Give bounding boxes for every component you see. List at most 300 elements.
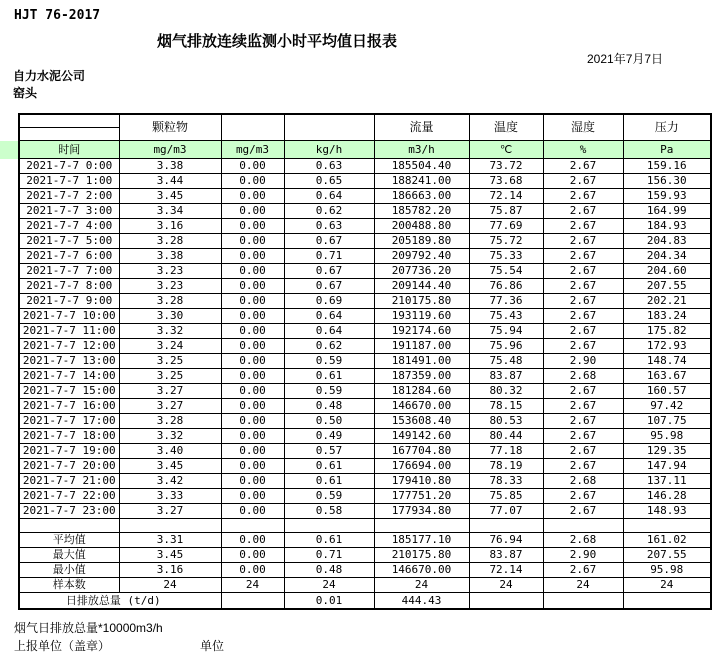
value-cell: 3.40: [119, 444, 221, 459]
value-cell: 3.23: [119, 264, 221, 279]
value-cell: 78.33: [469, 474, 543, 489]
value-cell: 2.67: [543, 429, 623, 444]
value-cell: 2.67: [543, 174, 623, 189]
value-cell: 2.67: [543, 504, 623, 519]
value-cell: 80.32: [469, 384, 543, 399]
value-cell: 3.28: [119, 414, 221, 429]
value-cell: 78.15: [469, 399, 543, 414]
hourly-row: [19, 504, 711, 519]
value-cell: 129.35: [623, 444, 711, 459]
value-cell: 2.67: [543, 384, 623, 399]
value-cell: 2.67: [543, 324, 623, 339]
summary-value-cell: 24: [623, 578, 711, 593]
time-cell: 2021-7-7 19:00: [19, 444, 119, 459]
value-cell: 2.67: [543, 204, 623, 219]
value-cell: 2.67: [543, 399, 623, 414]
time-cell: 2021-7-7 15:00: [19, 384, 119, 399]
summary-value-cell: 0.61: [284, 533, 374, 548]
time-cell: 2021-7-7 6:00: [19, 249, 119, 264]
hourly-row: [19, 264, 711, 279]
hourly-row: [19, 429, 711, 444]
empty-cell: [543, 519, 623, 533]
empty-cell: [19, 519, 119, 533]
value-cell: 2.67: [543, 489, 623, 504]
value-cell: 75.85: [469, 489, 543, 504]
value-cell: 209792.40: [374, 249, 469, 264]
value-cell: 75.43: [469, 309, 543, 324]
hourly-row: [19, 174, 711, 189]
value-cell: 193119.60: [374, 309, 469, 324]
value-cell: 0.49: [284, 429, 374, 444]
value-cell: 0.67: [284, 264, 374, 279]
value-cell: 3.27: [119, 384, 221, 399]
value-cell: 77.36: [469, 294, 543, 309]
value-cell: 181491.00: [374, 354, 469, 369]
value-cell: 0.50: [284, 414, 374, 429]
value-cell: 3.38: [119, 159, 221, 174]
summary-row: [19, 578, 711, 593]
value-cell: 3.27: [119, 399, 221, 414]
value-cell: 163.67: [623, 369, 711, 384]
value-cell: 2.67: [543, 309, 623, 324]
value-cell: 107.75: [623, 414, 711, 429]
hourly-row: [19, 384, 711, 399]
value-cell: 0.64: [284, 324, 374, 339]
summary-value-cell: 3.45: [119, 548, 221, 563]
value-cell: 3.23: [119, 279, 221, 294]
value-cell: 204.34: [623, 249, 711, 264]
value-cell: 0.63: [284, 219, 374, 234]
value-cell: 0.62: [284, 339, 374, 354]
value-cell: 188241.00: [374, 174, 469, 189]
time-cell: 2021-7-7 23:00: [19, 504, 119, 519]
daily-total-label: 日排放总量 (t/d): [19, 593, 221, 610]
unit-cell: kg/h: [284, 141, 374, 159]
value-cell: 0.59: [284, 384, 374, 399]
value-cell: 73.72: [469, 159, 543, 174]
value-cell: 77.07: [469, 504, 543, 519]
time-cell: 2021-7-7 14:00: [19, 369, 119, 384]
unit-cell: ℃: [469, 141, 543, 159]
value-cell: 80.53: [469, 414, 543, 429]
time-cell: 2021-7-7 16:00: [19, 399, 119, 414]
value-cell: 183.24: [623, 309, 711, 324]
summary-value-cell: 95.98: [623, 563, 711, 578]
hourly-row: [19, 294, 711, 309]
time-cell: 2021-7-7 2:00: [19, 189, 119, 204]
value-cell: 191187.00: [374, 339, 469, 354]
daily-total-kgh-cell: 0.01: [284, 593, 374, 610]
value-cell: 3.32: [119, 429, 221, 444]
value-cell: 2.67: [543, 159, 623, 174]
value-cell: 3.45: [119, 189, 221, 204]
value-cell: 185504.40: [374, 159, 469, 174]
value-cell: 192174.60: [374, 324, 469, 339]
empty-cell: [623, 519, 711, 533]
value-cell: 172.93: [623, 339, 711, 354]
time-cell: 2021-7-7 5:00: [19, 234, 119, 249]
humidity-group-header: 湿度: [543, 114, 623, 141]
summary-label-cell: 平均值: [19, 533, 119, 548]
value-cell: 0.58: [284, 504, 374, 519]
hourly-row: [19, 399, 711, 414]
value-cell: 3.33: [119, 489, 221, 504]
time-cell: 2021-7-7 3:00: [19, 204, 119, 219]
hourly-row: [19, 474, 711, 489]
unit-label: 单位: [200, 639, 225, 653]
value-cell: 78.19: [469, 459, 543, 474]
unit-header-row: [19, 141, 711, 159]
value-cell: 147.94: [623, 459, 711, 474]
hourly-row: [19, 339, 711, 354]
value-cell: 0.59: [284, 489, 374, 504]
value-cell: 146.28: [623, 489, 711, 504]
time-cell: 2021-7-7 8:00: [19, 279, 119, 294]
summary-value-cell: 24: [543, 578, 623, 593]
value-cell: 0.00: [221, 174, 284, 189]
hourly-row: [19, 279, 711, 294]
value-cell: 204.83: [623, 234, 711, 249]
value-cell: 73.68: [469, 174, 543, 189]
doc-code: HJT 76-2017: [14, 8, 101, 23]
time-cell: 2021-7-7 7:00: [19, 264, 119, 279]
value-cell: 184.93: [623, 219, 711, 234]
value-cell: 164.99: [623, 204, 711, 219]
value-cell: 2.67: [543, 264, 623, 279]
value-cell: 0.00: [221, 234, 284, 249]
summary-value-cell: 24: [374, 578, 469, 593]
flow-group-header: 流量: [374, 114, 469, 141]
time-cell: 2021-7-7 11:00: [19, 324, 119, 339]
value-cell: 0.67: [284, 279, 374, 294]
empty-cell: [374, 519, 469, 533]
value-cell: 0.61: [284, 369, 374, 384]
value-cell: 0.00: [221, 414, 284, 429]
value-cell: 160.57: [623, 384, 711, 399]
summary-value-cell: 24: [221, 578, 284, 593]
hourly-row: [19, 249, 711, 264]
value-cell: 0.00: [221, 279, 284, 294]
summary-value-cell: 3.16: [119, 563, 221, 578]
value-cell: 207.55: [623, 279, 711, 294]
value-cell: 75.87: [469, 204, 543, 219]
summary-label-cell: 样本数: [19, 578, 119, 593]
empty-cell: [623, 593, 711, 610]
value-cell: 0.00: [221, 384, 284, 399]
hourly-row: [19, 219, 711, 234]
empty-cell: [119, 519, 221, 533]
summary-value-cell: 2.68: [543, 533, 623, 548]
value-cell: 97.42: [623, 399, 711, 414]
value-cell: 0.00: [221, 309, 284, 324]
value-cell: 75.72: [469, 234, 543, 249]
summary-value-cell: 0.48: [284, 563, 374, 578]
hourly-row: [19, 159, 711, 174]
value-cell: 2.68: [543, 369, 623, 384]
empty-cell: [284, 519, 374, 533]
empty-cell: [221, 593, 284, 610]
summary-value-cell: 0.00: [221, 563, 284, 578]
value-cell: 148.93: [623, 504, 711, 519]
value-cell: 0.59: [284, 354, 374, 369]
hourly-row: [19, 324, 711, 339]
summary-value-cell: 2.67: [543, 563, 623, 578]
summary-value-cell: 0.71: [284, 548, 374, 563]
value-cell: 2.67: [543, 294, 623, 309]
summary-value-cell: 24: [284, 578, 374, 593]
daily-total-m3h-cell: 444.43: [374, 593, 469, 610]
empty-cell: [469, 519, 543, 533]
summary-value-cell: 3.31: [119, 533, 221, 548]
summary-value-cell: 72.14: [469, 563, 543, 578]
summary-row: [19, 533, 711, 548]
value-cell: 207736.20: [374, 264, 469, 279]
summary-rows: [19, 533, 711, 593]
value-cell: 186663.00: [374, 189, 469, 204]
summary-value-cell: 185177.10: [374, 533, 469, 548]
summary-value-cell: 146670.00: [374, 563, 469, 578]
value-cell: 0.61: [284, 474, 374, 489]
time-cell: 2021-7-7 20:00: [19, 459, 119, 474]
value-cell: 0.00: [221, 219, 284, 234]
value-cell: 2.90: [543, 354, 623, 369]
value-cell: 181284.60: [374, 384, 469, 399]
summary-value-cell: 24: [469, 578, 543, 593]
empty-cell: [543, 593, 623, 610]
hourly-row: [19, 489, 711, 504]
summary-value-cell: 210175.80: [374, 548, 469, 563]
monitoring-point: 窑头: [13, 86, 38, 100]
value-cell: 75.96: [469, 339, 543, 354]
value-cell: 200488.80: [374, 219, 469, 234]
report-date: 2021年7月7日: [587, 52, 664, 66]
value-cell: 2.68: [543, 474, 623, 489]
value-cell: 76.86: [469, 279, 543, 294]
value-cell: 146670.00: [374, 399, 469, 414]
summary-value-cell: 76.94: [469, 533, 543, 548]
value-cell: 3.28: [119, 234, 221, 249]
value-cell: 2.67: [543, 459, 623, 474]
value-cell: 3.25: [119, 354, 221, 369]
value-cell: 2.67: [543, 279, 623, 294]
value-cell: 209144.40: [374, 279, 469, 294]
value-cell: 0.00: [221, 369, 284, 384]
value-cell: 2.67: [543, 219, 623, 234]
value-cell: 137.11: [623, 474, 711, 489]
value-cell: 0.00: [221, 444, 284, 459]
value-cell: 0.00: [221, 159, 284, 174]
value-cell: 210175.80: [374, 294, 469, 309]
pressure-group-header: 压力: [623, 114, 711, 141]
value-cell: 159.16: [623, 159, 711, 174]
value-cell: 3.32: [119, 324, 221, 339]
summary-value-cell: 207.55: [623, 548, 711, 563]
value-cell: 0.67: [284, 234, 374, 249]
split-divider: [20, 115, 119, 128]
daily-total-row: [19, 593, 711, 610]
time-cell: 2021-7-7 21:00: [19, 474, 119, 489]
unit-cell: mg/m3: [119, 141, 221, 159]
hourly-row: [19, 414, 711, 429]
value-cell: 0.00: [221, 489, 284, 504]
value-cell: 175.82: [623, 324, 711, 339]
temperature-group-header: 温度: [469, 114, 543, 141]
unit-row-margin-fill: [0, 141, 20, 159]
time-column-header: 时间: [19, 141, 119, 159]
summary-label-cell: 最小值: [19, 563, 119, 578]
page-title: 烟气排放连续监测小时平均值日报表: [157, 33, 398, 50]
summary-value-cell: 0.00: [221, 533, 284, 548]
value-cell: 3.25: [119, 369, 221, 384]
time-cell: 2021-7-7 10:00: [19, 309, 119, 324]
unit-cell: Pa: [623, 141, 711, 159]
value-cell: 72.14: [469, 189, 543, 204]
value-cell: 0.00: [221, 294, 284, 309]
hourly-row: [19, 189, 711, 204]
hourly-row: [19, 309, 711, 324]
time-cell: 2021-7-7 0:00: [19, 159, 119, 174]
time-cell: 2021-7-7 12:00: [19, 339, 119, 354]
value-cell: 3.28: [119, 294, 221, 309]
value-cell: 0.48: [284, 399, 374, 414]
value-cell: 3.30: [119, 309, 221, 324]
value-cell: 0.00: [221, 204, 284, 219]
pm-group-header: 颗粒物: [119, 114, 221, 141]
time-cell: 2021-7-7 13:00: [19, 354, 119, 369]
value-cell: 75.33: [469, 249, 543, 264]
value-cell: 0.00: [221, 429, 284, 444]
empty-group-cell: [221, 114, 284, 141]
value-cell: 202.21: [623, 294, 711, 309]
value-cell: 75.48: [469, 354, 543, 369]
empty-cell: [469, 593, 543, 610]
value-cell: 0.57: [284, 444, 374, 459]
value-cell: 2.67: [543, 249, 623, 264]
value-cell: 204.60: [623, 264, 711, 279]
value-cell: 205189.80: [374, 234, 469, 249]
value-cell: 2.67: [543, 234, 623, 249]
value-cell: 3.16: [119, 219, 221, 234]
value-cell: 0.71: [284, 249, 374, 264]
value-cell: 176694.00: [374, 459, 469, 474]
value-cell: 0.62: [284, 204, 374, 219]
hourly-row: [19, 459, 711, 474]
monitoring-table: [18, 113, 712, 610]
unit-cell: mg/m3: [221, 141, 284, 159]
time-cell: 2021-7-7 9:00: [19, 294, 119, 309]
value-cell: 0.63: [284, 159, 374, 174]
value-cell: 185782.20: [374, 204, 469, 219]
value-cell: 2.67: [543, 189, 623, 204]
value-cell: 77.18: [469, 444, 543, 459]
value-cell: 149142.60: [374, 429, 469, 444]
value-cell: 148.74: [623, 354, 711, 369]
value-cell: 95.98: [623, 429, 711, 444]
summary-value-cell: 0.00: [221, 548, 284, 563]
value-cell: 2.67: [543, 414, 623, 429]
value-cell: 0.69: [284, 294, 374, 309]
value-cell: 159.93: [623, 189, 711, 204]
hourly-rows: [19, 159, 711, 519]
unit-cell: %: [543, 141, 623, 159]
time-cell: 2021-7-7 4:00: [19, 219, 119, 234]
value-cell: 167704.80: [374, 444, 469, 459]
hourly-row: [19, 234, 711, 249]
value-cell: 75.94: [469, 324, 543, 339]
summary-row: [19, 548, 711, 563]
value-cell: 0.00: [221, 354, 284, 369]
value-cell: 3.44: [119, 174, 221, 189]
value-cell: 0.65: [284, 174, 374, 189]
value-cell: 80.44: [469, 429, 543, 444]
value-cell: 3.38: [119, 249, 221, 264]
value-cell: 3.27: [119, 504, 221, 519]
unit-cell: m3/h: [374, 141, 469, 159]
value-cell: 2.67: [543, 444, 623, 459]
value-cell: 177751.20: [374, 489, 469, 504]
summary-value-cell: 83.87: [469, 548, 543, 563]
value-cell: 0.00: [221, 459, 284, 474]
summary-value-cell: 24: [119, 578, 221, 593]
value-cell: 3.45: [119, 459, 221, 474]
hourly-row: [19, 204, 711, 219]
value-cell: 83.87: [469, 369, 543, 384]
company-name: 自力水泥公司: [13, 69, 86, 83]
value-cell: 177934.80: [374, 504, 469, 519]
value-cell: 0.61: [284, 459, 374, 474]
time-cell: 2021-7-7 1:00: [19, 174, 119, 189]
value-cell: 0.00: [221, 474, 284, 489]
summary-row: [19, 563, 711, 578]
summary-label-cell: 最大值: [19, 548, 119, 563]
empty-group-cell: [284, 114, 374, 141]
separator-row: [19, 519, 711, 533]
value-cell: 3.42: [119, 474, 221, 489]
time-header-split-cell: [19, 114, 119, 141]
value-cell: 77.69: [469, 219, 543, 234]
value-cell: 0.00: [221, 399, 284, 414]
value-cell: 2.67: [543, 339, 623, 354]
time-cell: 2021-7-7 22:00: [19, 489, 119, 504]
time-cell: 2021-7-7 17:00: [19, 414, 119, 429]
value-cell: 187359.00: [374, 369, 469, 384]
value-cell: 156.30: [623, 174, 711, 189]
hourly-row: [19, 354, 711, 369]
flow-total-note: 烟气日排放总量*10000m3/h: [14, 621, 163, 635]
summary-value-cell: 161.02: [623, 533, 711, 548]
value-cell: 0.00: [221, 324, 284, 339]
value-cell: 179410.80: [374, 474, 469, 489]
group-header-row: [19, 114, 711, 141]
empty-cell: [221, 519, 284, 533]
value-cell: 75.54: [469, 264, 543, 279]
value-cell: 0.00: [221, 189, 284, 204]
value-cell: 0.00: [221, 504, 284, 519]
value-cell: 0.00: [221, 249, 284, 264]
hourly-row: [19, 444, 711, 459]
hourly-row: [19, 369, 711, 384]
value-cell: 3.34: [119, 204, 221, 219]
summary-value-cell: 2.90: [543, 548, 623, 563]
reporting-unit-label: 上报单位（盖章）: [14, 639, 111, 653]
value-cell: 0.00: [221, 339, 284, 354]
time-cell: 2021-7-7 18:00: [19, 429, 119, 444]
value-cell: 0.64: [284, 189, 374, 204]
value-cell: 153608.40: [374, 414, 469, 429]
value-cell: 3.24: [119, 339, 221, 354]
value-cell: 0.00: [221, 264, 284, 279]
value-cell: 0.64: [284, 309, 374, 324]
